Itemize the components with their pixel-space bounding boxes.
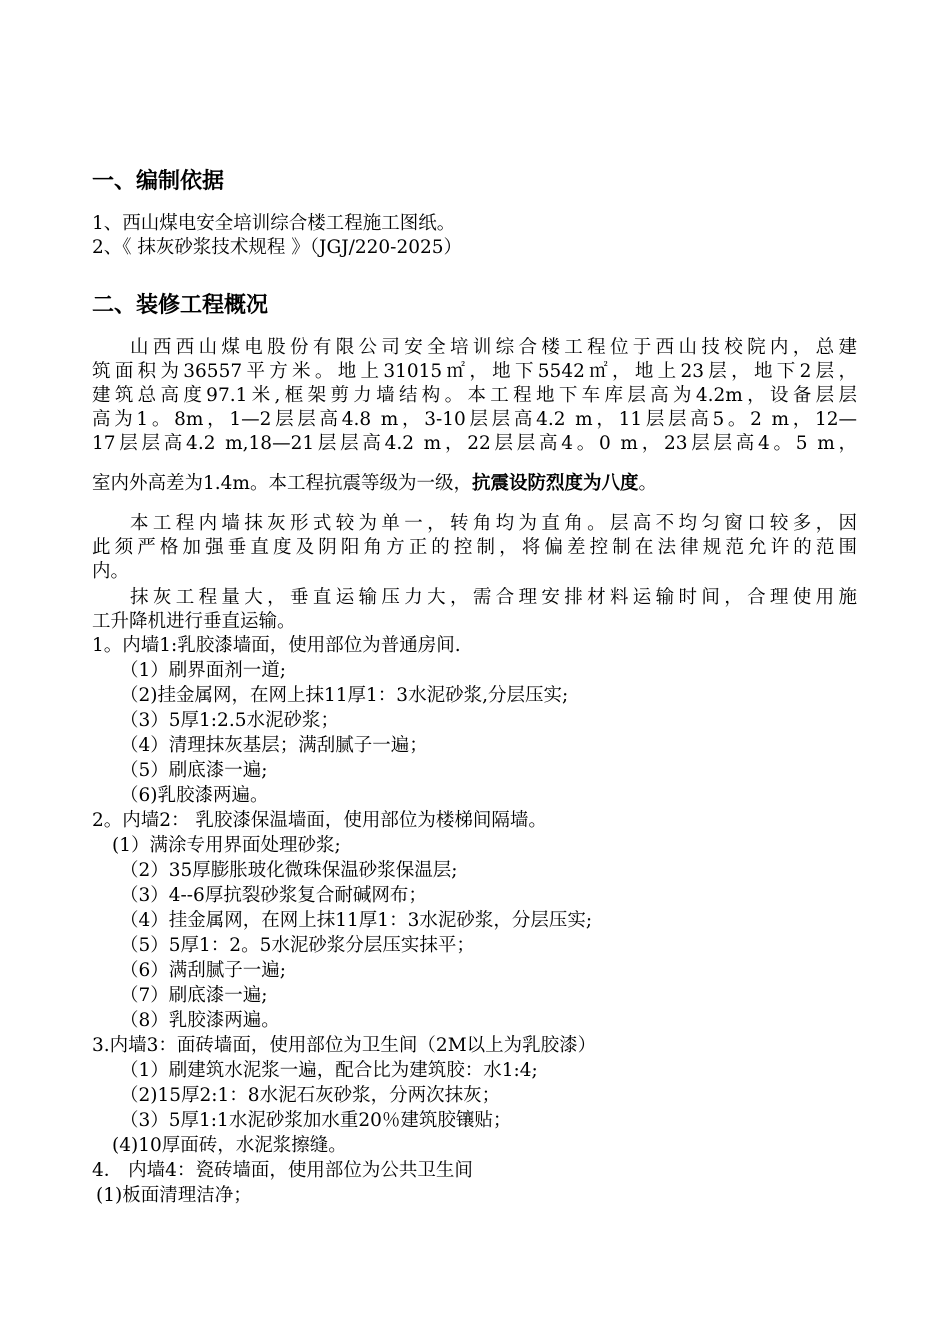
overview-line-4: 高为1。8m，1—2层层高4.8 m，3-10层层高4.2 m，11层层高5。2 m，12— — [92, 409, 857, 430]
basis-item-2: 2、《 抹灰砂浆技术规程 》（JGJ/220-2025） — [92, 237, 463, 258]
wall-3-step: (4)10厚面砖，水泥浆擦缝。 — [112, 1135, 347, 1156]
wall-2-title: 2。内墙2： 乳胶漆保温墙面，使用部位为楼梯间隔墙。 — [92, 810, 547, 831]
overview-line-1: 山西西山煤电股份有限公司安全培训综合楼工程位于西山技校院内，总建 — [130, 337, 857, 358]
wall-3-step: （3）5厚1:1水泥砂浆加水重20％建筑胶镶贴； — [120, 1110, 512, 1131]
overview-last-text: 室内外高差为1.4m。本工程抗震等级为一级， — [92, 473, 472, 494]
section-heading-overview: 二、装修工程概况 — [92, 293, 269, 318]
overview-last-end: 。 — [638, 473, 657, 494]
overview-line-3: 建筑总高度97.1米,框架剪力墙结构。本工程地下车库层高为4.2m，设备层层 — [92, 385, 857, 406]
wall-1-step: （5）刷底漆一遍; — [120, 760, 268, 781]
wall-2-step: （4）挂金属网，在网上抹11厚1：3水泥砂浆，分层压实; — [120, 910, 593, 931]
wall-2-step: （6）满刮腻子一遍; — [120, 960, 287, 981]
wall-1-step: （4）清理抹灰基层；满刮腻子一遍； — [120, 735, 428, 756]
wall-3-step: （1）刷建筑水泥浆一遍，配合比为建筑胶：水1:4; — [120, 1060, 538, 1081]
wall-1-step: （2)挂金属网，在网上抹11厚1：3水泥砂浆,分层压实; — [120, 685, 569, 706]
paragraph-2-line-2: 此须严格加强垂直度及阴阳角方正的控制，将偏差控制在法律规范允许的范围 — [92, 537, 857, 558]
paragraph-3-line-2: 工升降机进行垂直运输。 — [92, 611, 296, 632]
overview-line-6 — [92, 472, 657, 496]
overview-line-5: 17层层高4.2 m,18—21层层高4.2 m，22层层高4。0 m，23层层高4。5 m， — [92, 433, 857, 454]
wall-3-title: 3.内墙3：面砖墙面，使用部位为卫生间（2M以上为乳胶漆） — [92, 1035, 597, 1056]
wall-1-title: 1。内墙1:乳胶漆墙面，使用部位为普通房间. — [92, 635, 461, 656]
paragraph-3-line-1: 抹灰工程量大，垂直运输压力大，需合理安排材料运输时间，合理使用施 — [130, 587, 857, 608]
wall-1-step: （3）5厚1:2.5水泥砂浆； — [120, 710, 339, 731]
wall-1-step: （6)乳胶漆两遍。 — [120, 785, 269, 806]
paragraph-2-line-3: 内。 — [92, 561, 130, 582]
wall-2-step: (1）满涂专用界面处理砂浆; — [112, 835, 341, 856]
wall-2-step: （5）5厚1：2。5水泥砂浆分层压实抹平； — [120, 935, 475, 956]
wall-2-step: （3）4--6厚抗裂砂浆复合耐碱网布； — [120, 885, 427, 906]
wall-2-step: （2）35厚膨胀玻化微珠保温砂浆保温层; — [120, 860, 458, 881]
wall-1-step: （1）刷界面剂一道; — [120, 660, 287, 681]
wall-3-step: （2)15厚2:1：8水泥石灰砂浆，分两次抹灰； — [120, 1085, 501, 1106]
wall-2-step: （8）乳胶漆两遍。 — [120, 1010, 280, 1031]
overview-line-2: 筑面积为36557平方米。地上31015㎡，地下5542㎡，地上23层，地下2层， — [92, 361, 857, 382]
basis-item-1: 1、西山煤电安全培训综合楼工程施工图纸。 — [92, 213, 456, 234]
seismic-intensity-text: 抗震设防烈度为八度 — [471, 473, 639, 494]
wall-4-step: (1)板面清理洁净； — [96, 1185, 252, 1206]
wall-4-title: 4． 内墙4：瓷砖墙面，使用部位为公共卫生间 — [92, 1160, 473, 1181]
paragraph-2-line-1: 本工程内墙抹灰形式较为单一，转角均为直角。层高不均匀窗口较多，因 — [130, 513, 857, 534]
section-heading-basis: 一、编制依据 — [92, 169, 225, 194]
wall-2-step: （7）刷底漆一遍; — [120, 985, 268, 1006]
